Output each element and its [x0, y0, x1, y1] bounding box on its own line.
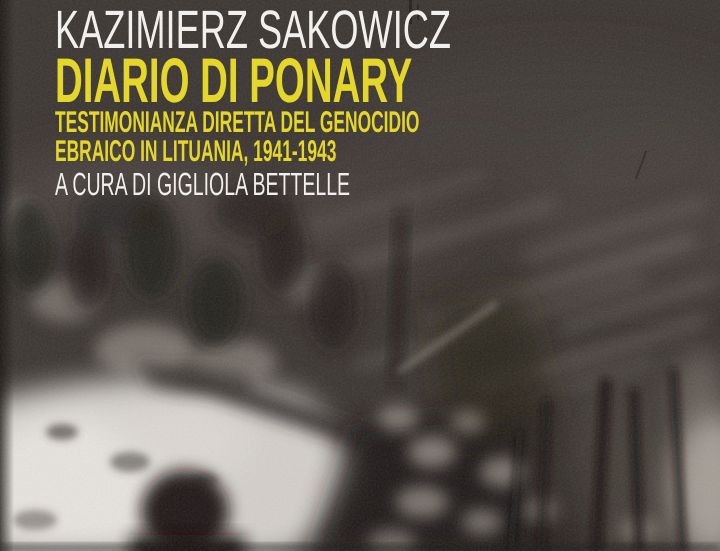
subtitle-line-2: EBRAICO IN LITUANIA, 1941-1943	[55, 135, 337, 168]
editor-credit: A CURA DI GIGLIOLA BETTELLE	[55, 166, 351, 202]
book-title: DIARIO DI PONARY	[55, 46, 413, 116]
author-name: KAZIMIERZ SAKOWICZ	[55, 0, 451, 60]
subtitle-line-1: TESTIMONIANZA DIRETTA DEL GENOCIDIO	[55, 106, 420, 139]
title-block	[55, 0, 655, 220]
